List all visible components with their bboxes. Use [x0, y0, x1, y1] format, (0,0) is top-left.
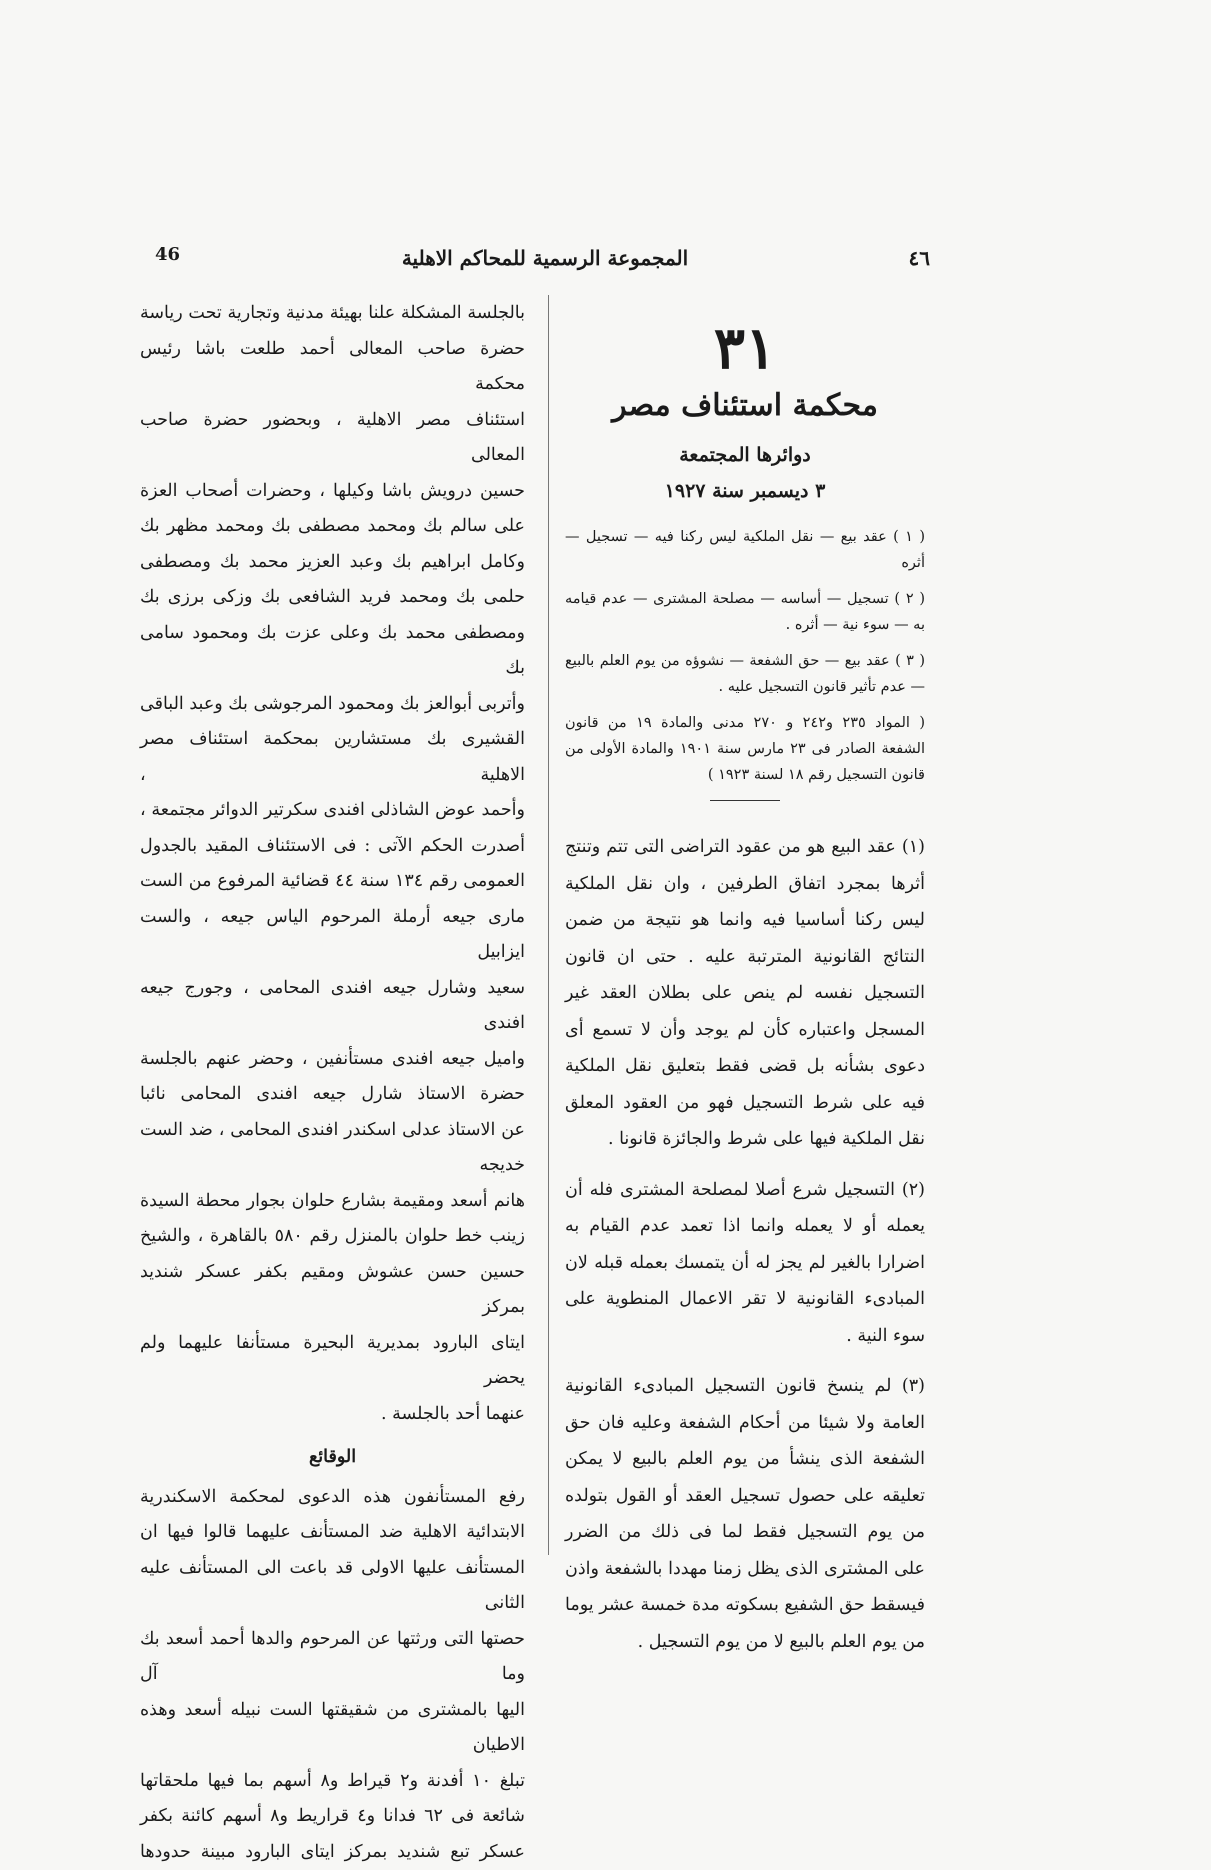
legal-principles	[565, 829, 925, 1660]
body-line: وأتربى أبوالعز بك ومحمود المرجوشى بك وعبد الباقى	[140, 687, 525, 723]
court-name: محكمة استئناف مصر	[565, 386, 925, 426]
case-number: ٣١	[565, 318, 925, 378]
body-line: استئناف مصر الاهلية ، وبحضور حضرة صاحب المعالى	[140, 403, 525, 474]
body-line: هانم أسعد ومقيمة بشارع حلوان بجوار محطة السيدة	[140, 1184, 525, 1220]
body-line: تبلغ ١٠ أفدنة و٢ قيراط و٨ أسهم بما فيها ملحقاتها	[140, 1764, 525, 1800]
body-line: حضرة الاستاذ شارل جيعه افندى المحامى نائبا	[140, 1077, 525, 1113]
body-line: بالجلسة المشكلة علنا بهيئة مدنية وتجارية تحت رياسة	[140, 296, 525, 332]
right-column	[565, 318, 925, 1674]
body-line: على سالم بك ومحمد مصطفى بك ومحمد مظهر بك	[140, 509, 525, 545]
page-number-arabic: ٤٦	[909, 246, 930, 270]
body-line: مارى جيعه أرملة المرحوم الياس جيعه ، والست ايزابيل	[140, 900, 525, 971]
summary-item: ( ٢ ) تسجيل — أساسه — مصلحة المشترى — عدم قيامه به — سوء نية — أثره .	[565, 586, 925, 638]
body-line: وأحمد عوض الشاذلى افندى سكرتير الدوائر مجتمعة ،	[140, 793, 525, 829]
body-line: واميل جيعه افندى مستأنفين ، وحضر عنهم بالجلسة	[140, 1042, 525, 1078]
column-divider	[548, 295, 549, 1555]
facts-heading: الوقائع	[140, 1440, 525, 1476]
body-line: حسين حسن عشوش ومقيم بكفر عسكر شنديد بمركز	[140, 1255, 525, 1326]
body-line: رفع المستأنفون هذه الدعوى لمحكمة الاسكندرية	[140, 1480, 525, 1516]
body-line: العمومى رقم ١٣٤ سنة ٤٤ قضائية المرفوع من الست	[140, 864, 525, 900]
principle-paragraph: (٣) لم ينسخ قانون التسجيل المبادىء القانونية العامة ولا شيئا من أحكام الشفعة وعليه فان حق الشفعة الذى ينشأ من يوم العلم بالبيع لا يمكن تعليقه على حصول تسجيل العقد أو القول بتولده من يوم التسجيل فقط لما فى ذلك من الضرر على المشترى الذى يظل زمنا مهددا بالشفعة واذن فيسقط حق الشفيع بسكوته مدة خمسة عشر يوما من يوم العلم بالبيع لا من يوم التسجيل .	[565, 1368, 925, 1660]
body-line: حصتها التى ورثتها عن المرحوم والدها أحمد أسعد بك وما آل	[140, 1622, 525, 1693]
body-line: حضرة صاحب المعالى أحمد طلعت باشا رئيس محكمة	[140, 332, 525, 403]
body-line: المستأنف عليها الاولى قد باعت الى المستأنف عليه الثانى	[140, 1551, 525, 1622]
running-title: المجموعة الرسمية للمحاكم الاهلية	[140, 246, 950, 270]
body-line: حلمى بك ومحمد فريد الشافعى بك وزكى برزى بك	[140, 580, 525, 616]
body-line: عن الاستاذ عدلى اسكندر افندى المحامى ، ضد الست خديجه	[140, 1113, 525, 1184]
body-line: زينب خط حلوان بالمنزل رقم ٥٨٠ بالقاهرة ، والشيخ	[140, 1219, 525, 1255]
body-line: عسكر تبع شنديد بمركز ايتاى البارود مبينة حدودها	[140, 1835, 525, 1870]
left-column	[140, 296, 525, 1870]
judgment-date: ٣ ديسمبر سنة ١٩٢٧	[565, 476, 925, 506]
summary-item: ( ١ ) عقد بيع — نقل الملكية ليس ركنا فيه — تسجيل — أثره	[565, 524, 925, 576]
page-header	[140, 240, 950, 280]
body-line: وكامل ابراهيم بك وعبد العزيز محمد بك ومصطفى	[140, 545, 525, 581]
body-line: الابتدائية الاهلية ضد المستأنف عليهما قالوا فيها ان	[140, 1515, 525, 1551]
body-line: أصدرت الحكم الآتى : فى الاستئناف المقيد بالجدول	[140, 829, 525, 865]
case-summary	[565, 524, 925, 788]
body-line: سعيد وشارل جيعه افندى المحامى ، وجورج جيعه افندى	[140, 971, 525, 1042]
body-line: عنهما أحد بالجلسة .	[140, 1397, 525, 1433]
body-line: اليها بالمشترى من شقيقتها الست نبيله أسعد وهذه الاطيان	[140, 1693, 525, 1764]
page-number-latin: 46	[155, 244, 180, 265]
body-line: شائعة فى ٦٢ فدانا و٤ قراريط و٨ أسهم كائنة بكفر	[140, 1799, 525, 1835]
body-line: ومصطفى محمد بك وعلى عزت بك ومحمود سامى بك	[140, 616, 525, 687]
body-line: القشيرى بك مستشارين بمحكمة استئناف مصر الاهلية ،	[140, 722, 525, 793]
summary-references: ( المواد ٢٣٥ و٢٤٢ و ٢٧٠ مدنى والمادة ١٩ من قانون الشفعة الصادر فى ٢٣ مارس سنة ١٩٠١ والمادة الأولى من قانون التسجيل رقم ١٨ لسنة ١٩٢٣ )	[565, 710, 925, 788]
summary-item: ( ٣ ) عقد بيع — حق الشفعة — نشوؤه من يوم العلم بالبيع — عدم تأثير قانون التسجيل عليه .	[565, 648, 925, 700]
section-separator	[710, 800, 780, 801]
principle-paragraph: (٢) التسجيل شرع أصلا لمصلحة المشترى فله أن يعمله أو لا يعمله وانما اذا تعمد عدم القيام به اضرارا بالغير لم يجز له أن يتمسك بعمله قبله لان المبادىء القانونية لا تقر الاعمال المنطوية على سوء النية .	[565, 1172, 925, 1355]
chamber-name: دوائرها المجتمعة	[565, 440, 925, 470]
body-line: حسين درويش باشا وكيلها ، وحضرات أصحاب العزة	[140, 474, 525, 510]
principle-paragraph: (١) عقد البيع هو من عقود التراضى التى تتم وتنتج أثرها بمجرد اتفاق الطرفين ، وان نقل الملكية ليس ركنا أساسيا فيه وانما هو نتيجة من ضمن النتائج القانونية المترتبة عليه . حتى ان قانون التسجيل نفسه لم ينص على بطلان العقد غير المسجل واعتباره كأن لم يوجد وأن لا تسمع أى دعوى بشأنه بل قضى فقط بتعليق نقل الملكية فيه على شرط التسجيل فهو من العقود المعلق نقل الملكية فيها على شرط والجائزة قانونا .	[565, 829, 925, 1158]
body-line: ايتاى البارود بمديرية البحيرة مستأنفا عليهما ولم يحضر	[140, 1326, 525, 1397]
